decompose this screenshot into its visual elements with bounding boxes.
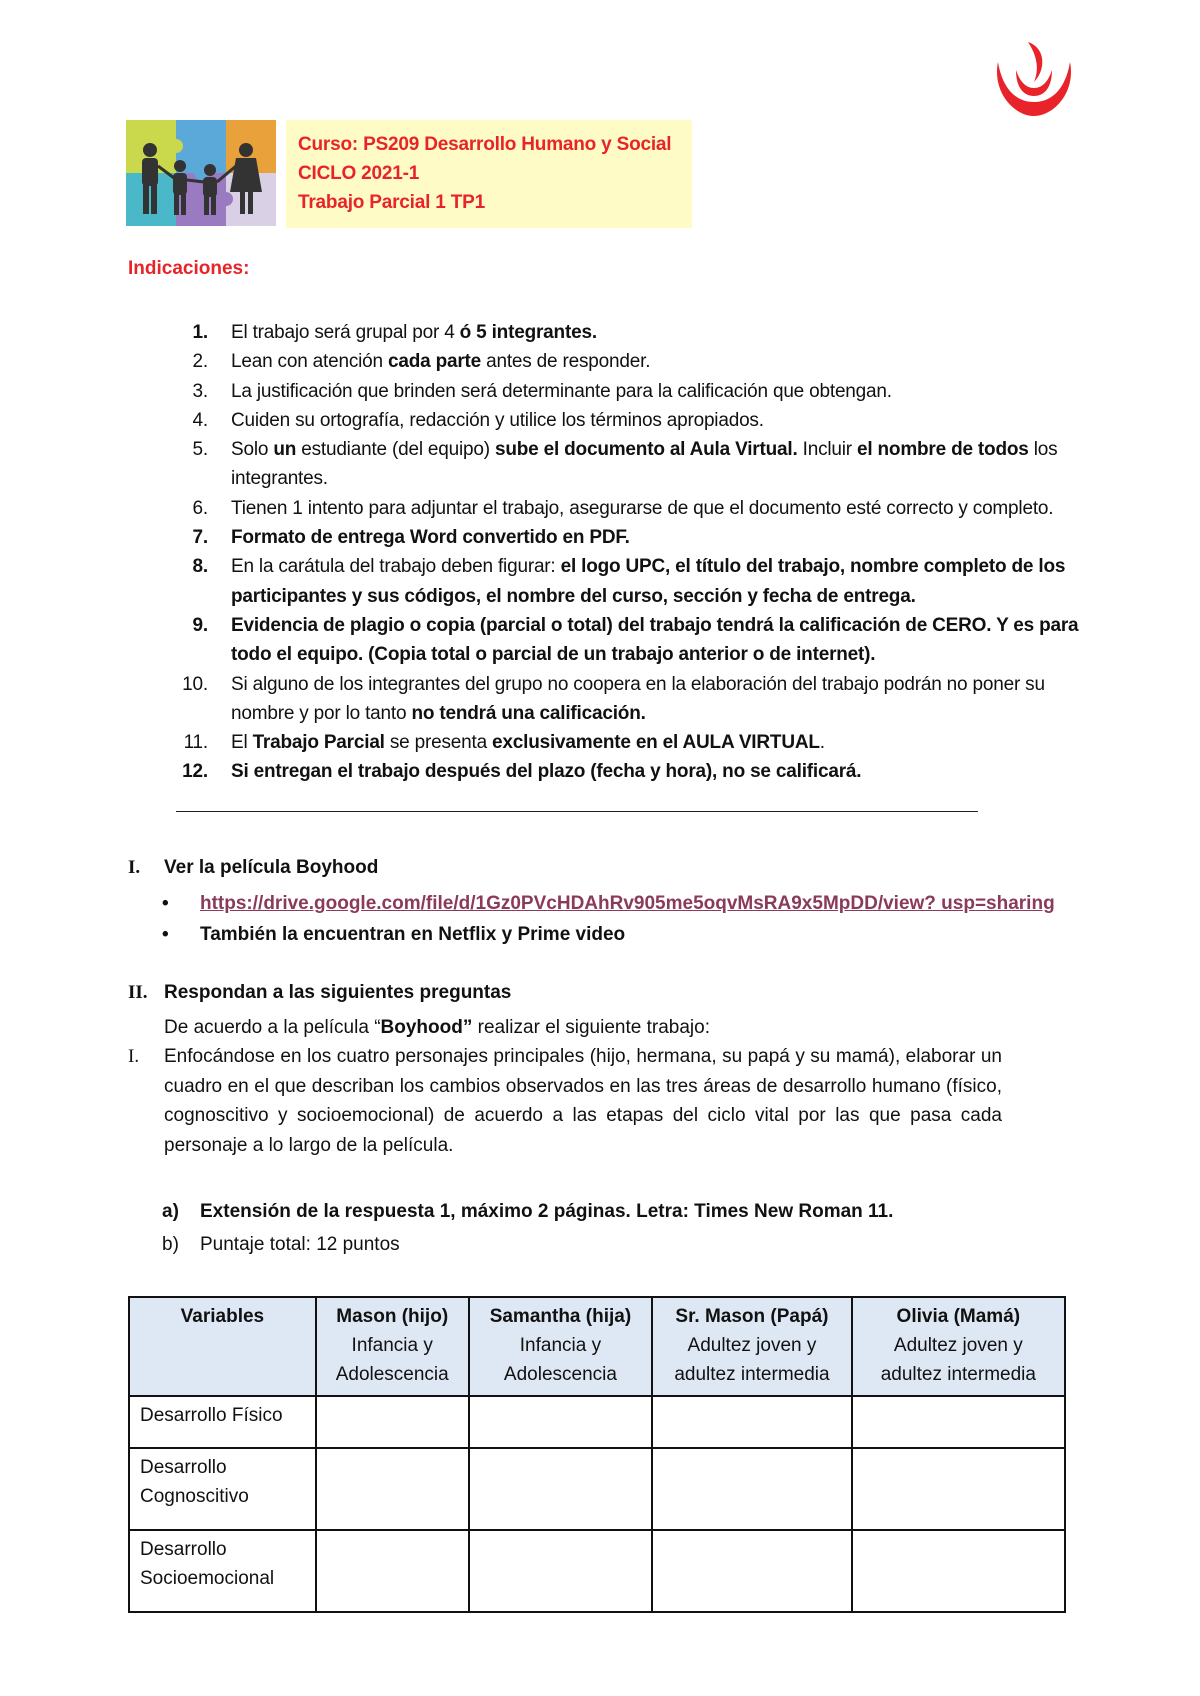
header-subtitle: Adolescencia (503, 1364, 617, 1385)
item-text-bold: no tendrá una calificación. (411, 702, 646, 724)
drive-link[interactable]: https://drive.google.com/file/d/1Gz0PVcHDAhRv905me5oqvMsRA9x5MpDD/view? usp=sharing (200, 893, 1055, 914)
row-label-text: Desarrollo (140, 1457, 227, 1478)
item-text: antes de responder. (481, 351, 651, 373)
table-header-cell (469, 1297, 653, 1396)
table-header-cell (652, 1297, 851, 1396)
item-number: 2. (192, 351, 208, 373)
table-cell (316, 1530, 469, 1612)
instruction-item (160, 377, 1080, 406)
item-number: 3. (192, 380, 208, 402)
puzzle-family-image (126, 120, 276, 226)
row-label (129, 1448, 316, 1530)
item-letter: b) (162, 1234, 179, 1255)
row-label (129, 1396, 316, 1448)
item-text: los integrantes. (231, 439, 1058, 490)
item-number: 5. (192, 439, 208, 461)
upc-logo (988, 40, 1080, 120)
table-header-cell (129, 1297, 316, 1396)
item-text-bold: sube el documento al Aula Virtual. (495, 439, 798, 461)
horizontal-rule (176, 811, 978, 812)
section-number: II. (128, 982, 148, 1003)
table-cell (469, 1448, 653, 1530)
item-number: 8. (192, 556, 208, 578)
instruction-item (160, 757, 1080, 786)
section-title: Ver la película Boyhood (164, 857, 379, 878)
item-number: 7. (192, 527, 208, 549)
item-text-bold: el logo UPC, el título del trabajo, nombre completo de los participantes y sus códigos, el nombre del curso, sección y fecha de entrega. (231, 556, 1066, 607)
item-text: Puntaje total: 12 puntos (200, 1234, 400, 1255)
table-header-cell (852, 1297, 1065, 1396)
header-subtitle: Adultez joven y (893, 1335, 1023, 1356)
requirements-list (162, 1195, 893, 1261)
table-cell (652, 1530, 851, 1612)
item-number: 12. (182, 761, 208, 783)
intro-text: De acuerdo a la película “ (164, 1017, 381, 1038)
item-number: 1. (192, 322, 208, 343)
item-text: El trabajo será grupal por 4 (231, 322, 460, 343)
header-subtitle: Infancia y (519, 1335, 602, 1356)
table-row (129, 1530, 1065, 1612)
item-text: se presenta (384, 732, 493, 754)
item-letter: a) (162, 1201, 179, 1222)
item-text-bold: Evidencia de plagio o copia (parcial o total) del trabajo tendrá la calificación de CERO. Y es para todo el equipo. (Copia total o parcial de un trabajo anterior o de internet). (231, 614, 1079, 666)
item-text: En la carátula del trabajo deben figurar: (231, 556, 561, 578)
item-text: Extensión de la respuesta 1, máximo 2 páginas. Letra: Times New Roman 11. (200, 1201, 894, 1222)
instruction-item (160, 318, 1080, 347)
section-2-intro (164, 1013, 1004, 1043)
list-item (160, 888, 1055, 919)
header-subtitle: Adultez joven y (687, 1335, 817, 1356)
instruction-item (160, 611, 1080, 670)
table-cell (469, 1396, 653, 1448)
instruction-item (160, 552, 1080, 611)
development-table (128, 1296, 1066, 1613)
header-title: Mason (hijo) (336, 1306, 449, 1327)
instruction-item (160, 347, 1080, 376)
table-cell (316, 1396, 469, 1448)
row-label-text: Desarrollo Físico (140, 1405, 283, 1426)
item-number: 6. (192, 497, 208, 519)
item-text: Solo (231, 439, 274, 461)
table-row (129, 1448, 1065, 1530)
item-number: 10. (182, 673, 208, 695)
list-item (162, 1228, 893, 1261)
row-label-text: Desarrollo (140, 1539, 227, 1560)
header-title: Sr. Mason (Papá) (675, 1306, 829, 1327)
list-item (160, 919, 1055, 950)
course-cycle: CICLO 2021-1 (298, 163, 420, 184)
item-number: 11. (183, 732, 208, 754)
question-number: I. (128, 1046, 140, 1067)
item-text: Incluir (797, 439, 857, 461)
item-text: Cuiden su ortografía, redacción y utilice los términos apropiados. (231, 409, 764, 431)
table-cell (652, 1448, 851, 1530)
instruction-item (160, 494, 1080, 523)
table-cell (316, 1448, 469, 1530)
course-info-box (286, 120, 692, 228)
table-cell (852, 1396, 1065, 1448)
table-cell (652, 1396, 851, 1448)
list-item (162, 1195, 893, 1228)
table-header-cell (316, 1297, 469, 1396)
table-cell (852, 1448, 1065, 1530)
item-text-bold: el nombre de todos (857, 439, 1029, 461)
assignment-title: Trabajo Parcial 1 TP1 (298, 192, 485, 213)
movie-bullet-list (160, 888, 1055, 950)
item-text: . (819, 732, 825, 754)
instruction-item (160, 406, 1080, 435)
instructions-list (160, 318, 1080, 787)
item-text: Lean con atención (231, 351, 388, 373)
table-header-row (129, 1297, 1065, 1396)
instruction-item (160, 523, 1080, 552)
instruction-item (160, 435, 1080, 494)
header-subtitle: Infancia y (351, 1335, 433, 1356)
section-title: Respondan a las siguientes preguntas (164, 982, 512, 1003)
header-subtitle: Adolescencia (335, 1364, 449, 1385)
item-number: 4. (192, 409, 208, 431)
item-text: La justificación que brinden será determinante para la calificación que obtengan. (231, 380, 892, 402)
indicaciones-heading: Indicaciones: (128, 258, 250, 279)
instruction-item (160, 670, 1080, 729)
instruction-item (160, 728, 1080, 757)
row-label (129, 1530, 316, 1612)
header-title: Samantha (hija) (489, 1306, 632, 1327)
intro-text: realizar el siguiente trabajo: (472, 1017, 710, 1038)
item-text-bold: un (273, 439, 297, 461)
movie-title: Boyhood” (380, 1017, 473, 1038)
table-row (129, 1396, 1065, 1448)
item-text-bold: cada parte (387, 351, 482, 373)
table-cell (469, 1530, 653, 1612)
item-text-bold: Si entregan el trabajo después del plazo (fecha y hora), no se calificará. (231, 761, 862, 783)
item-text-bold: exclusivamente en el AULA VIRTUAL (492, 732, 820, 754)
item-text: El (231, 732, 253, 754)
row-label-text: Socioemocional (140, 1568, 275, 1589)
table-cell (852, 1530, 1065, 1612)
course-name: Curso: PS209 Desarrollo Humano y Social (298, 134, 672, 155)
header-title: Variables (180, 1306, 265, 1327)
header-title: Olivia (Mamá) (896, 1306, 1021, 1327)
item-text-bold: Trabajo Parcial (252, 732, 385, 754)
list-item-text: También la encuentran en Netflix y Prime video (200, 924, 626, 945)
item-text: Si alguno de los integrantes del grupo no coopera en la elaboración del trabajo podrán no poner su nombre y por lo tanto (231, 673, 1045, 724)
item-text: estudiante (del equipo) (296, 439, 495, 461)
item-text-bold: Formato de entrega Word convertido en PDF. (231, 527, 630, 549)
item-text: Tienen 1 intento para adjuntar el trabajo, asegurarse de que el documento esté correcto y completo. (231, 497, 1054, 519)
item-number: 9. (192, 614, 208, 636)
item-text-bold: ó 5 integrantes. (459, 322, 597, 343)
row-label-text: Cognoscitivo (140, 1486, 249, 1507)
section-number: I. (128, 857, 141, 878)
question-text: Enfocándose en los cuatro personajes principales (hijo, hermana, su papá y su mamá), elaborar un cuadro en el que describan los cambios observados en las tres áreas de desarrollo humano (físico, cognoscitivo y socioemocional) de acuerdo a las etapas del ciclo vital por las que pasa cada personaje a lo largo de la película. (164, 1046, 1002, 1156)
header-subtitle: adultez intermedia (674, 1364, 830, 1385)
header-subtitle: adultez intermedia (880, 1364, 1036, 1385)
